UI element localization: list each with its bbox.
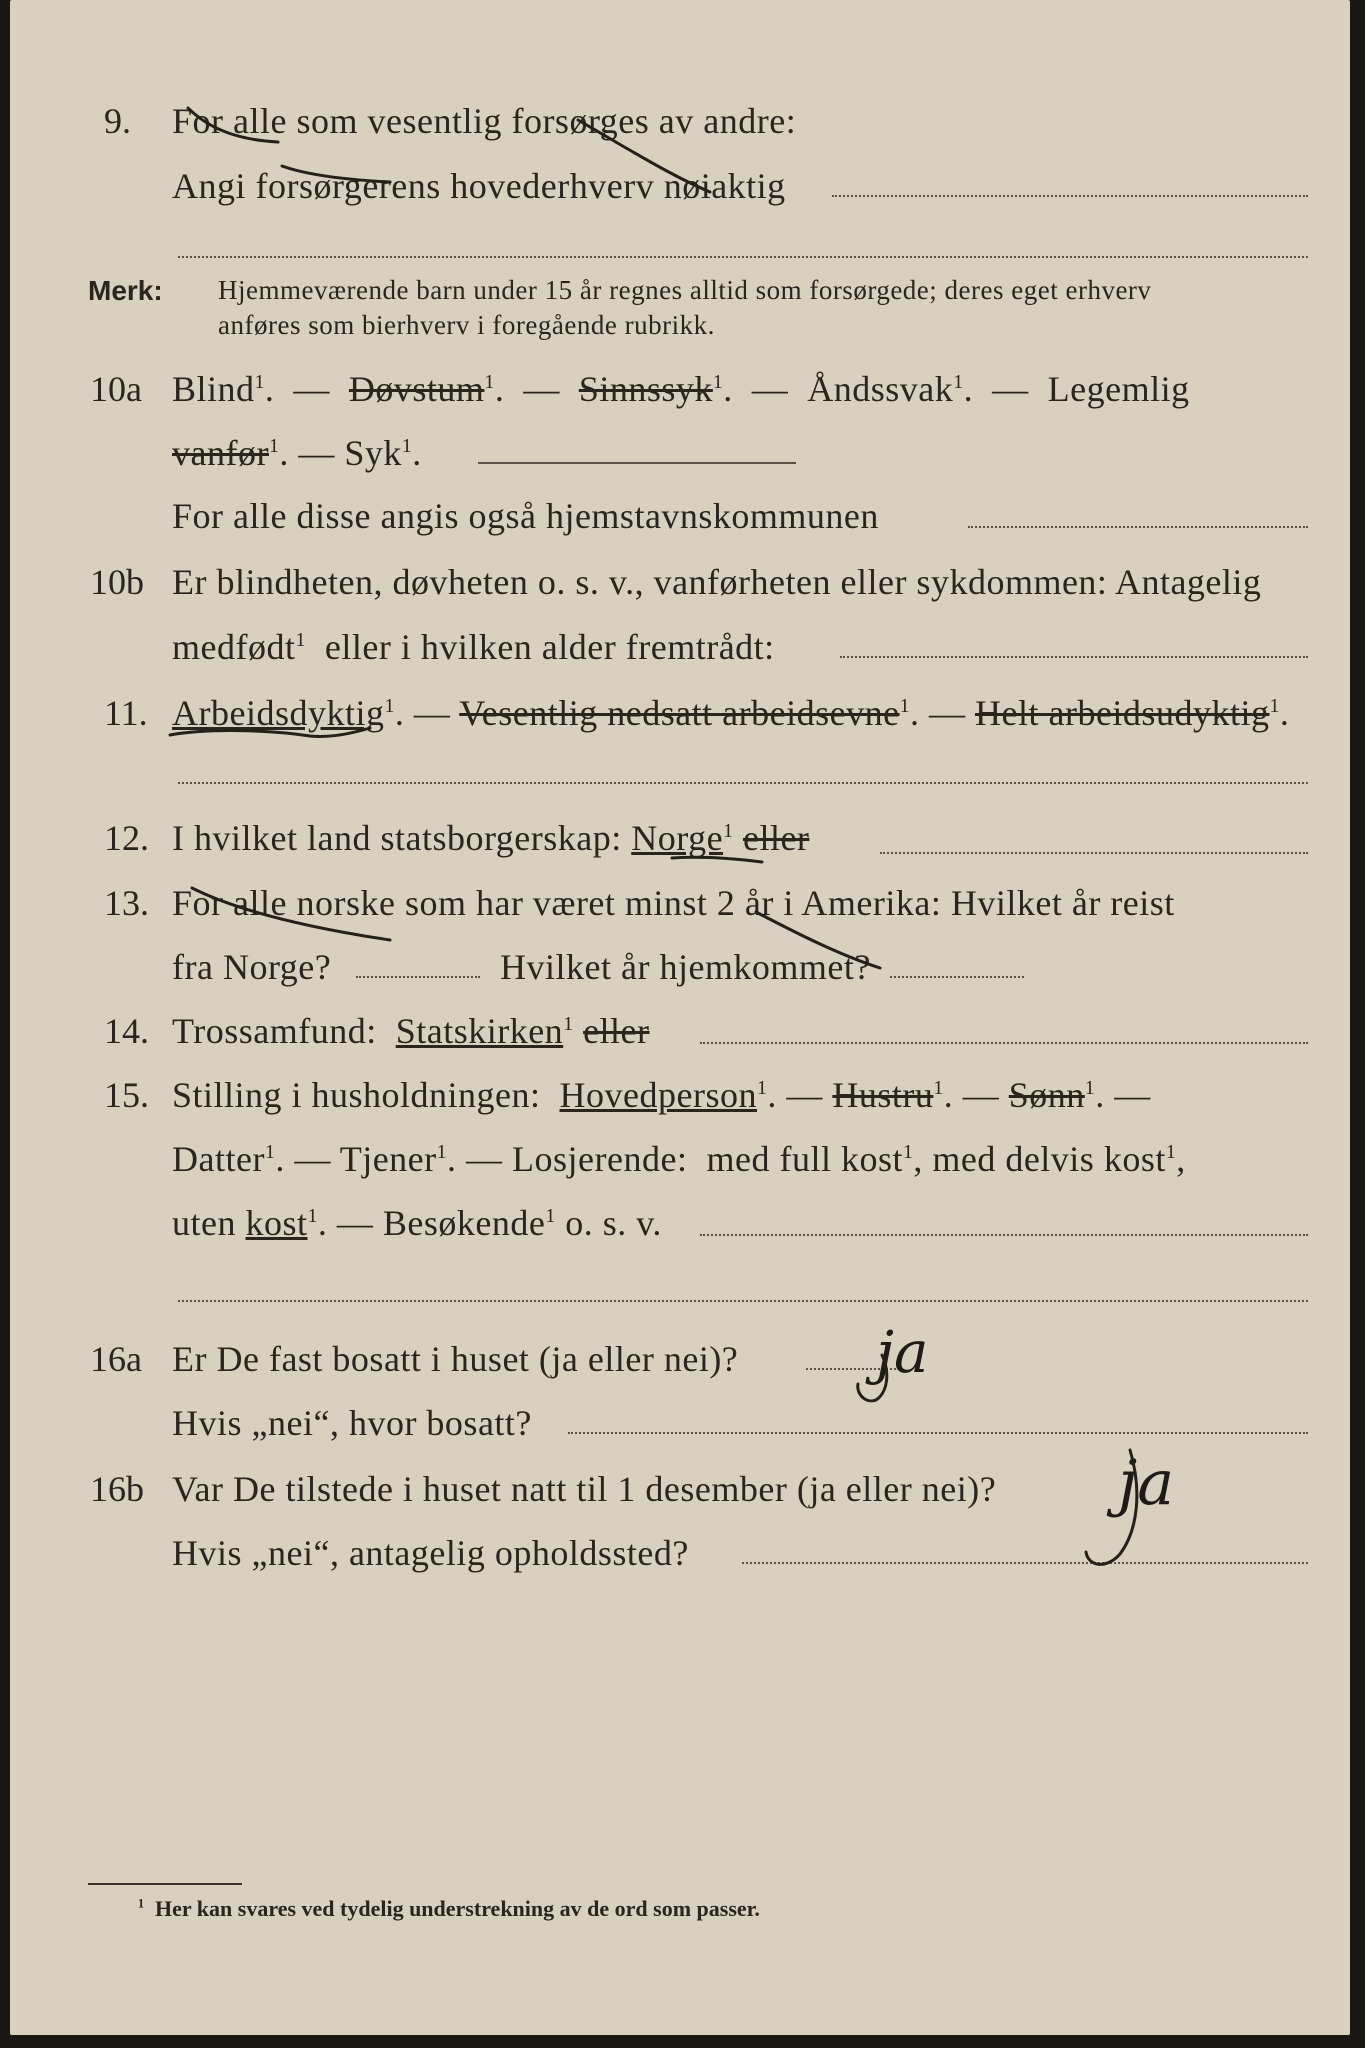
q11-vesentlig: Vesentlig nedsatt arbeidsevne <box>459 693 900 733</box>
q12-number: 12. <box>104 818 149 858</box>
q10a-andssvak: Åndssvak <box>807 369 954 409</box>
q11-number: 11. <box>104 693 148 733</box>
q10a-line2: vanfør$^1$. — Syk$^1$. <box>172 433 422 473</box>
q14-eller: eller <box>583 1011 650 1051</box>
q11-arbeidsdyktig: Arbeidsdyktig <box>172 693 385 733</box>
q16b-handwritten-answer: ja <box>1118 1446 1175 1519</box>
q16a-number: 16a <box>90 1339 142 1379</box>
q15-line1: Stilling i husholdningen: Hovedperson$^1$. — Hustru$^1$. — Sønn$^1$. — <box>172 1075 1151 1115</box>
q10b-line1: Er blindheten, døvheten o. s. v., vanførheten eller sykdommen: Antagelig <box>172 562 1262 602</box>
merk-label: Merk: <box>88 275 163 306</box>
q10a-dovstum: Døvstum <box>348 369 485 409</box>
q16b-line2: Hvis „nei“, antagelig opholdssted? <box>172 1533 689 1573</box>
q16b-number: 16b <box>90 1469 144 1509</box>
q14-statskirken: Statskirken <box>395 1011 564 1051</box>
q10a-vanfor: vanfør <box>172 433 269 473</box>
q9-line2: Angi forsørgerens hovederhverv nøiaktig <box>172 166 786 206</box>
q12-norge: Norge <box>631 818 724 858</box>
q14-line: Trossamfund: Statskirken$^1$ eller <box>172 1011 650 1051</box>
census-form-page <box>10 0 1350 2035</box>
footnote: $^1$ Her kan svares ved tydelig understrekning av de ord som passer. <box>138 1896 760 1921</box>
q16a-line2: Hvis „nei“, hvor bosatt? <box>172 1403 532 1443</box>
q11-helt: Helt arbeidsudyktig <box>975 693 1270 733</box>
q13-line2a: fra Norge? <box>172 947 332 987</box>
q10a-syk: Syk <box>344 433 402 473</box>
q10a-legemlig: Legemlig <box>1047 369 1190 409</box>
q13-line2b: Hvilket år hjemkommet? <box>500 947 871 987</box>
q15-number: 15. <box>104 1075 149 1115</box>
q9-line1: For alle som vesentlig forsørges av andre: <box>172 101 797 141</box>
q10a-number: 10a <box>90 369 142 409</box>
pen-marks <box>10 0 1350 2035</box>
q10a-line1: Blind$^1$. — Døvstum$^1$. — Sinnssyk$^1$. — Åndssvak$^1$. — Legemlig <box>172 369 1190 409</box>
q10b-number: 10b <box>90 562 144 602</box>
merk-line1: Hjemmeværende barn under 15 år regnes alltid som forsørgede; deres eget erhverv <box>218 275 1152 305</box>
q12-eller: eller <box>742 818 810 858</box>
q15-line3: uten kost$^1$. — Besøkende$^1$ o. s. v. <box>172 1203 662 1243</box>
q11-line: Arbeidsdyktig$^1$. — Vesentlig nedsatt arbeidsevne$^1$. — Helt arbeidsudyktig$^1$. <box>172 693 1290 733</box>
q9-number: 9. <box>104 101 131 141</box>
q10b-line2: medfødt$^1$ eller i hvilken alder fremtrådt: <box>172 627 775 667</box>
q10a-line3: For alle disse angis også hjemstavnskommunen <box>172 496 879 536</box>
q15-hustru: Hustru <box>832 1075 934 1115</box>
q15-sonn: Sønn <box>1008 1075 1085 1115</box>
q10a-sinnssyk: Sinnssyk <box>578 369 713 409</box>
q16a-handwritten-answer: ja <box>876 1318 929 1386</box>
merk-line2: anføres som bierhverv i foregående rubrikk. <box>218 310 715 340</box>
q10a-blind: Blind <box>172 369 255 409</box>
q16a-line1: Er De fast bosatt i huset (ja eller nei)? <box>172 1339 739 1379</box>
q13-number: 13. <box>104 883 149 923</box>
q15-hovedperson: Hovedperson <box>559 1075 757 1115</box>
q12-line: I hvilket land statsborgerskap: Norge$^1$ eller <box>172 818 810 858</box>
q13-line1: For alle norske som har været minst 2 år i Amerika: Hvilket år reist <box>172 883 1175 923</box>
q15-line2: Datter$^1$. — Tjener$^1$. — Losjerende: med full kost$^1$, med delvis kost$^1$, <box>172 1139 1186 1179</box>
q16b-line1: Var De tilstede i huset natt til 1 desember (ja eller nei)? <box>172 1469 997 1509</box>
q14-number: 14. <box>104 1011 149 1051</box>
